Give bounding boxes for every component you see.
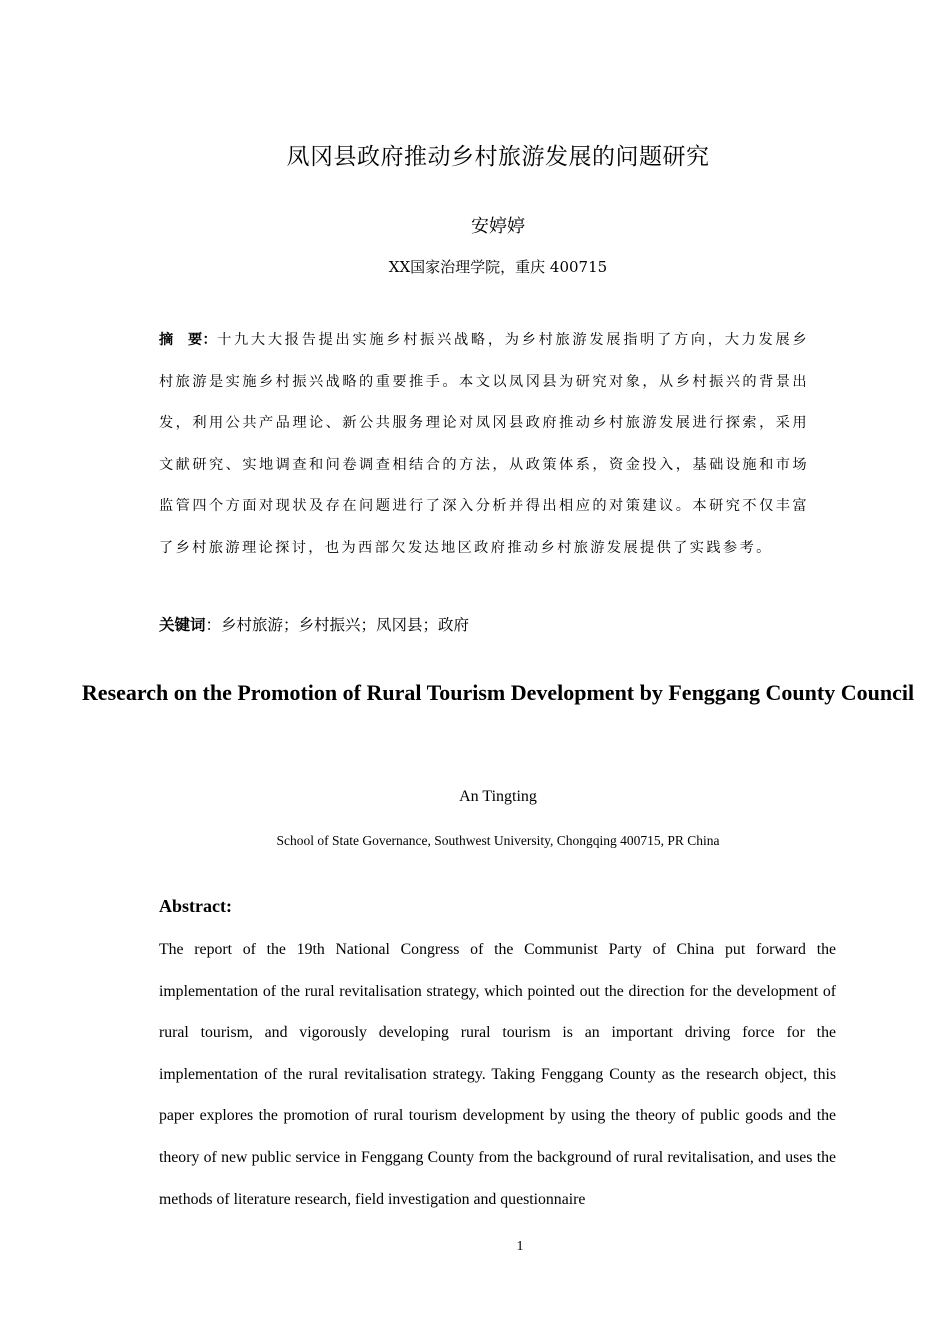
english-author: An Tingting [459, 788, 537, 805]
english-title: Research on the Promotion of Rural Tourism Development by Fenggang County Council [81, 680, 915, 705]
chinese-author: 安婷婷 [471, 216, 525, 237]
english-abstract-label: Abstract: [159, 896, 232, 916]
chinese-abstract-text: 十九大大报告提出实施乡村振兴战略，为乡村旅游发展指明了方向，大力发展乡村旅游是实施乡村振兴战略的重要推手。本文以凤冈县为研究对象，从乡村振兴的背景出发，利用公共产品理论、新公共服务理论对凤冈县政府推动乡村旅游发展进行探索，采用文献研究、实地调查和问卷调查相结合的方法，从政策体系，资金投入，基础设施和市场监管四个方面对现状及存在问题进行了深入分析并得出相应的对策建议。本研究不仅丰富了乡村旅游理论探讨，也为西部欠发达地区政府推动乡村旅游发展提供了实践参考。 [159, 332, 809, 556]
chinese-abstract-label: 摘 要： [159, 332, 218, 348]
chinese-keywords [159, 612, 839, 638]
chinese-keywords-text: ：乡村旅游；乡村振兴；凤冈县；政府 [205, 616, 470, 634]
chinese-title: 凤冈县政府推动乡村旅游发展的问题研究 [286, 144, 710, 170]
english-abstract-text: The report of the 19th National Congress of the Communist Party of China put forward the implementation of the rural revitalisation strategy, which pointed out the direction for the development of rural tourism, and vigorously developing rural tourism is an important driving force for the implementation of the rural revitalisation strategy. Taking Fenggang County as the research object, this paper explores the promotion of rural tourism development by using the theory of public goods and the theory of new public service in Fenggang County from the background of rural revitalisation, and uses the methods of literature research, field investigation and questionnaire [159, 941, 836, 1208]
page-number: 1 [516, 1239, 524, 1254]
english-affiliation: School of State Governance, Southwest University, Chongqing 400715, PR China [276, 833, 720, 848]
chinese-affiliation: XX国家治理学院，重庆 400715 [388, 258, 608, 276]
chinese-keywords-label: 关键词 [159, 616, 206, 634]
chinese-abstract [159, 320, 809, 569]
